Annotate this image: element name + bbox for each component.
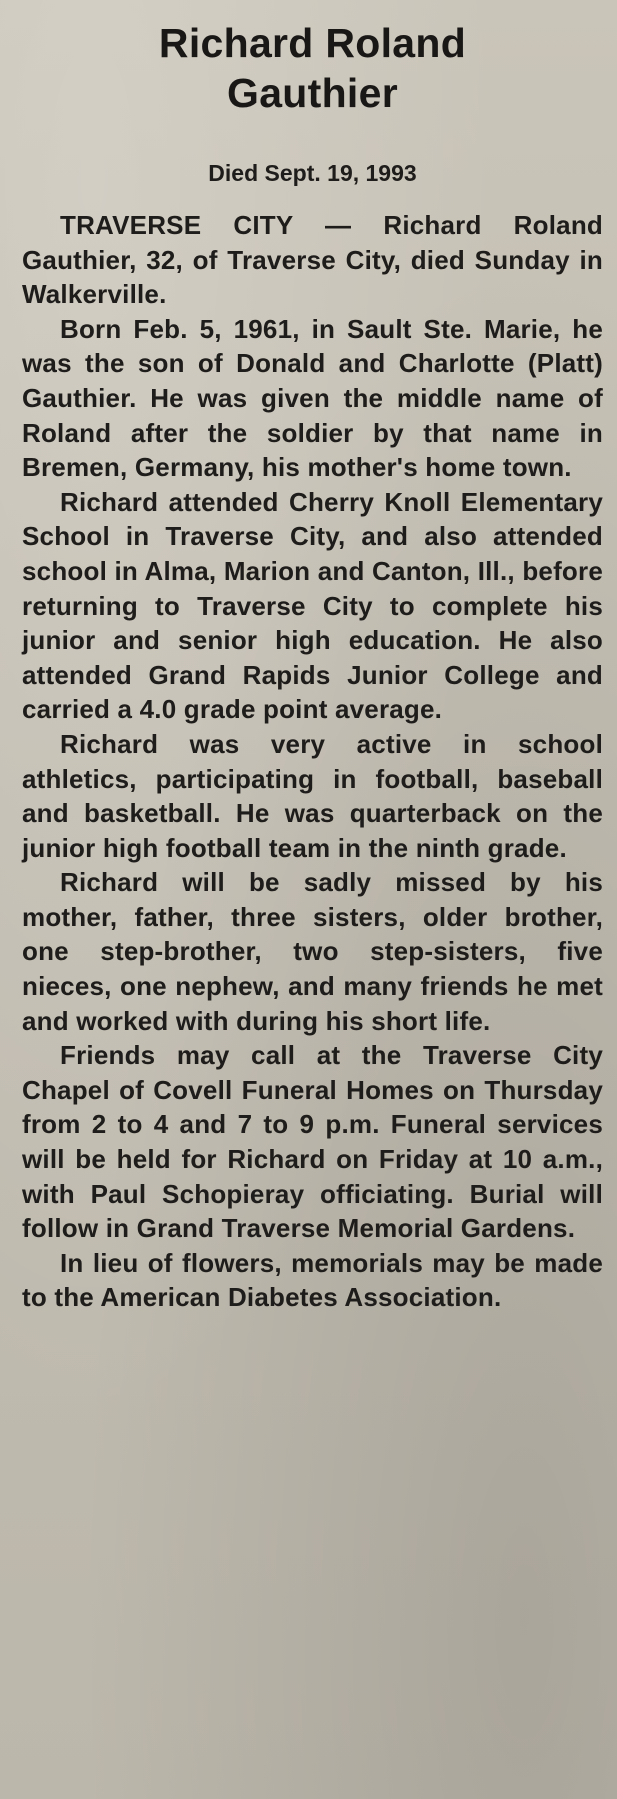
- paragraph-3: Richard attended Cherry Knoll Elementary School in Traverse City, and also attended school in Alma, Marion and Canton, Ill., before returning to Traverse City to complete his junior and senior high education. He also attended Grand Rapids Junior College and carried a 4.0 grade point average.: [22, 486, 603, 725]
- obituary-body: [22, 208, 603, 1315]
- death-date: Died Sept. 19, 1993: [208, 160, 417, 186]
- paragraph-2: Born Feb. 5, 1961, in Sault Ste. Marie, he was the son of Donald and Charlotte (Platt) Gauthier. He was given the middle name of Roland after the soldier by that name in Bremen, Germany, his mother's home town.: [22, 313, 603, 483]
- paragraph-4: Richard was very active in school athletics, participating in football, baseball and basketball. He was quarterback on the junior high football team in the ninth grade.: [22, 728, 603, 863]
- paragraph-7: In lieu of flowers, memorials may be made to the American Diabetes Association.: [22, 1247, 603, 1313]
- obituary-headline: [22, 18, 603, 118]
- paragraph-5: Richard will be sadly missed by his mother, father, three sisters, older brother, one step-brother, two step-sisters, five nieces, one nephew, and many friends he met and worked with during his short life.: [22, 867, 603, 1036]
- headline-line-2: Gauthier: [227, 70, 398, 116]
- headline-line-1: Richard Roland: [158, 20, 467, 66]
- paragraph-1: TRAVERSE CITY — Richard Roland Gauthier, 32, of Traverse City, died Sunday in Walkerville.: [22, 210, 603, 310]
- paragraph-6: Friends may call at the Traverse City Chapel of Covell Funeral Homes on Thursday from 2 to 4 and 7 to 9 p.m. Funeral services will be held for Richard on Friday at 10 a.m., with Paul Schopieray officiating. Burial will follow in Grand Traverse Memorial Gardens.: [22, 1040, 603, 1244]
